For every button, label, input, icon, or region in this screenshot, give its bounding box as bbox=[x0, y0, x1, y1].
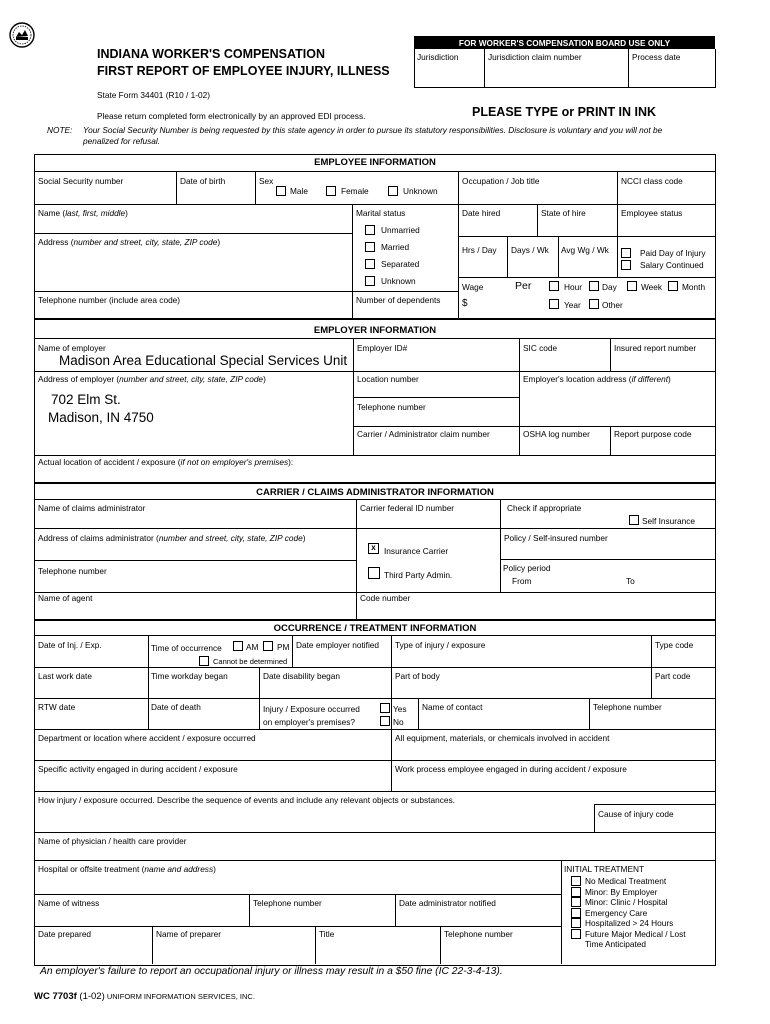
treatment-label-6: Future Major Medical / Lost bbox=[585, 929, 686, 939]
check-appropriate-label: Check if appropriate bbox=[507, 503, 582, 513]
witness-name-label[interactable]: Name of witness bbox=[38, 898, 100, 908]
wage-dollar-sign: $ bbox=[462, 298, 468, 309]
board-use-title: FOR WORKER'S COMPENSATION BOARD USE ONLY bbox=[458, 38, 671, 48]
carrier-section-title: CARRIER / CLAIMS ADMINISTRATOR INFORMATION bbox=[256, 487, 494, 498]
treatment-checkbox-5[interactable] bbox=[571, 918, 581, 928]
note-line1: Your Social Security Number is being requested by this state agency in order to pursue its statutory responsibilities. Disclosure is voluntary and you will not be bbox=[83, 125, 663, 135]
married-label: Married bbox=[381, 242, 410, 252]
third-party-admin-label: Third Party Admin. bbox=[384, 570, 453, 580]
pm-label: PM bbox=[277, 642, 290, 652]
time-workday-began-label[interactable]: Time workday began bbox=[151, 671, 228, 681]
day-label: Day bbox=[602, 282, 617, 292]
date-injury-label[interactable]: Date of Inj. / Exp. bbox=[38, 640, 102, 650]
part-body-label[interactable]: Part of body bbox=[395, 671, 440, 681]
location-number-label[interactable]: Location number bbox=[357, 374, 419, 384]
marital-status-label: Marital status bbox=[356, 208, 406, 218]
process-date-label: Process date bbox=[632, 52, 681, 62]
time-anticipated-label: Time Anticipated bbox=[585, 939, 647, 949]
week-checkbox[interactable] bbox=[627, 281, 637, 291]
how-injury-label[interactable]: How injury / exposure occurred. Describe the sequence of events and include any relevant objects or substances. bbox=[38, 795, 455, 805]
report-purpose-label[interactable]: Report purpose code bbox=[614, 429, 692, 439]
treatment-checkbox-6[interactable] bbox=[571, 929, 581, 939]
specific-activity-label[interactable]: Specific activity engaged in during accident / exposure bbox=[38, 764, 238, 774]
salary-continued-label: Salary Continued bbox=[640, 260, 704, 270]
other-label: Other bbox=[602, 300, 623, 310]
avg-wg-label[interactable]: Avg Wg / Wk bbox=[561, 245, 609, 255]
date-prepared-label[interactable]: Date prepared bbox=[38, 929, 92, 939]
equipment-label[interactable]: All equipment, materials, or chemicals involved in accident bbox=[395, 733, 610, 743]
witness-phone-label[interactable]: Telephone number bbox=[253, 898, 322, 908]
dependents-label[interactable]: Number of dependents bbox=[356, 295, 441, 305]
separated-label: Separated bbox=[381, 259, 420, 269]
marital-unknown-label: Unknown bbox=[381, 276, 416, 286]
part-code-label[interactable]: Part code bbox=[655, 671, 691, 681]
return-note: Please return completed form electronically by an approved EDI process. bbox=[97, 111, 366, 121]
month-label: Month bbox=[682, 282, 706, 292]
treatment-checkbox-1[interactable] bbox=[571, 876, 581, 886]
agent-name-label[interactable]: Name of agent bbox=[38, 593, 93, 603]
on-premises-label2: on employer's premises? bbox=[263, 717, 355, 727]
treatment-checkbox-3[interactable] bbox=[571, 897, 581, 907]
year-label: Year bbox=[564, 300, 581, 310]
year-checkbox[interactable] bbox=[549, 299, 559, 309]
cause-code-label[interactable]: Cause of injury code bbox=[598, 809, 674, 819]
female-label: Female bbox=[341, 186, 369, 196]
male-label: Male bbox=[290, 186, 308, 196]
male-checkbox[interactable] bbox=[276, 186, 286, 196]
carrier-fed-id-label[interactable]: Carrier federal ID number bbox=[360, 503, 455, 513]
premises-no-checkbox[interactable] bbox=[380, 716, 390, 726]
state-hire-label[interactable]: State of hire bbox=[541, 208, 586, 218]
form-code-footer: WC 7703f (1-02) UNIFORM INFORMATION SERVICES, INC. bbox=[34, 991, 255, 1002]
code-number-label[interactable]: Code number bbox=[360, 593, 411, 603]
occurrence-section-title: OCCURRENCE / TREATMENT INFORMATION bbox=[273, 623, 477, 634]
policy-period-label: Policy period bbox=[503, 563, 551, 573]
policy-number-label[interactable]: Policy / Self-insured number bbox=[504, 533, 608, 543]
contact-phone-label[interactable]: Telephone number bbox=[593, 702, 662, 712]
premises-yes-checkbox[interactable] bbox=[380, 703, 390, 713]
form-title-line2: FIRST REPORT OF EMPLOYEE INJURY, ILLNESS bbox=[97, 64, 390, 78]
insured-report-label[interactable]: Insured report number bbox=[614, 343, 697, 353]
treatment-checkbox-2[interactable] bbox=[571, 887, 581, 897]
self-insurance-checkbox[interactable] bbox=[629, 515, 639, 525]
am-checkbox[interactable] bbox=[233, 641, 243, 651]
treatment-checkbox-4[interactable] bbox=[571, 908, 581, 918]
married-checkbox[interactable] bbox=[365, 242, 375, 252]
work-process-label[interactable]: Work process employee engaged in during accident / exposure bbox=[395, 764, 627, 774]
day-checkbox[interactable] bbox=[589, 281, 599, 291]
osha-log-label[interactable]: OSHA log number bbox=[523, 429, 590, 439]
hospital-label[interactable]: Hospital or offsite treatment (name and address) bbox=[38, 864, 216, 874]
hour-label: Hour bbox=[564, 282, 582, 292]
time-occurrence-label[interactable]: Time of occurrence bbox=[151, 643, 222, 653]
unmarried-label: Unmarried bbox=[381, 225, 420, 235]
date-disability-label[interactable]: Date disability began bbox=[263, 671, 341, 681]
female-checkbox[interactable] bbox=[326, 186, 336, 196]
date-death-label[interactable]: Date of death bbox=[151, 702, 201, 712]
paid-day-label: Paid Day of Injury bbox=[640, 248, 706, 258]
employer-address-line1[interactable]: 702 Elm St. bbox=[51, 392, 121, 407]
employer-address-label: Address of employer (number and street, city, state, ZIP code) bbox=[38, 374, 266, 384]
type-code-label[interactable]: Type code bbox=[655, 640, 694, 650]
week-label: Week bbox=[641, 282, 663, 292]
type-injury-label[interactable]: Type of injury / exposure bbox=[395, 640, 486, 650]
am-label: AM bbox=[246, 642, 259, 652]
treatment-label-4: Emergency Care bbox=[585, 908, 648, 918]
marital-unknown-checkbox[interactable] bbox=[365, 276, 375, 286]
physician-label[interactable]: Name of physician / health care provider bbox=[38, 836, 187, 846]
insurance-carrier-label: Insurance Carrier bbox=[384, 546, 449, 556]
form-title-line1: INDIANA WORKER'S COMPENSATION bbox=[97, 47, 325, 61]
pm-checkbox[interactable] bbox=[263, 641, 273, 651]
treatment-label-1: No Medical Treatment bbox=[585, 876, 667, 886]
insurance-carrier-checkbox[interactable]: x bbox=[368, 543, 379, 554]
per-label: Per bbox=[515, 280, 532, 292]
preparer-phone-label[interactable]: Telephone number bbox=[444, 929, 513, 939]
carrier-claim-label[interactable]: Carrier / Administrator claim number bbox=[357, 429, 490, 439]
employer-id-label[interactable]: Employer ID# bbox=[357, 343, 408, 353]
contact-name-label[interactable]: Name of contact bbox=[422, 702, 483, 712]
preparer-name-label[interactable]: Name of preparer bbox=[156, 929, 222, 939]
jurisdiction-claim-label: Jurisdiction claim number bbox=[488, 52, 582, 62]
sex-unknown-checkbox[interactable] bbox=[388, 186, 398, 196]
self-insurance-label: Self Insurance bbox=[642, 516, 696, 526]
note-label: NOTE: bbox=[47, 125, 73, 135]
third-party-admin-checkbox[interactable] bbox=[368, 567, 380, 579]
hrs-day-label[interactable]: Hrs / Day bbox=[462, 245, 497, 255]
paid-day-checkbox[interactable] bbox=[621, 248, 631, 258]
ssn-label[interactable]: Social Security number bbox=[38, 176, 124, 186]
employee-status-label[interactable]: Employee status bbox=[621, 208, 683, 218]
employee-section-title: EMPLOYEE INFORMATION bbox=[314, 157, 436, 168]
employer-section-title: EMPLOYER INFORMATION bbox=[313, 325, 437, 336]
other-checkbox[interactable] bbox=[589, 299, 599, 309]
employer-name-label: Name of employer bbox=[38, 343, 106, 353]
days-wk-label[interactable]: Days / Wk bbox=[511, 245, 549, 255]
cannot-determined-checkbox[interactable] bbox=[199, 656, 209, 666]
date-hired-label[interactable]: Date hired bbox=[462, 208, 501, 218]
treatment-label-3: Minor: Clinic / Hospital bbox=[585, 897, 668, 907]
salary-continued-checkbox[interactable] bbox=[621, 260, 631, 270]
treatment-label-2: Minor: By Employer bbox=[585, 887, 658, 897]
fine-warning: An employer's failure to report an occupational injury or illness may result in a $50 fine (IC 22-3-4-13). bbox=[40, 966, 503, 977]
claims-admin-phone-label[interactable]: Telephone number bbox=[38, 566, 107, 576]
initial-treatment-title: INITIAL TREATMENT bbox=[564, 864, 645, 874]
employer-phone-label[interactable]: Telephone number bbox=[357, 402, 426, 412]
sic-code-label[interactable]: SIC code bbox=[523, 343, 558, 353]
sex-unknown-label: Unknown bbox=[403, 186, 438, 196]
policy-from-label[interactable]: From bbox=[512, 576, 532, 586]
premises-yes-label: Yes bbox=[393, 704, 407, 714]
policy-to-label[interactable]: To bbox=[626, 576, 635, 586]
last-work-date-label[interactable]: Last work date bbox=[38, 671, 92, 681]
treatment-label-5: Hospitalized > 24 Hours bbox=[585, 918, 674, 928]
cannot-determined-label: Cannot be determined bbox=[213, 657, 288, 666]
separated-checkbox[interactable] bbox=[365, 259, 375, 269]
occupation-label[interactable]: Occupation / Job title bbox=[462, 176, 540, 186]
location-address-label[interactable]: Employer's location address (if different) bbox=[523, 374, 671, 384]
admin-notified-label[interactable]: Date administrator notified bbox=[399, 898, 496, 908]
claims-admin-name-label[interactable]: Name of claims administrator bbox=[38, 503, 146, 513]
month-checkbox[interactable] bbox=[668, 281, 678, 291]
state-seal bbox=[9, 22, 35, 48]
state-form-number: State Form 34401 (R10 / 1-02) bbox=[97, 90, 210, 100]
employee-phone-label[interactable]: Telephone number (include area code) bbox=[38, 295, 181, 305]
preparer-title-label[interactable]: Title bbox=[319, 929, 335, 939]
premises-no-label: No bbox=[393, 717, 404, 727]
unmarried-checkbox[interactable] bbox=[365, 225, 375, 235]
note-line2: penalized for refusal. bbox=[83, 136, 161, 146]
wage-label[interactable]: Wage bbox=[462, 282, 484, 292]
date-employer-notified-label[interactable]: Date employer notified bbox=[296, 640, 380, 650]
employer-name-value[interactable]: Madison Area Educational Special Services Unit bbox=[59, 353, 348, 368]
hour-checkbox[interactable] bbox=[549, 281, 559, 291]
department-location-label[interactable]: Department or location where accident / exposure occurred bbox=[38, 733, 256, 743]
employee-address-label[interactable]: Address (number and street, city, state, ZIP code) bbox=[38, 237, 221, 247]
type-print-note: PLEASE TYPE or PRINT IN INK bbox=[472, 105, 657, 119]
employer-address-line2[interactable]: Madison, IN 4750 bbox=[48, 410, 154, 425]
claims-admin-address-label[interactable]: Address of claims administrator (number and street, city, state, ZIP code) bbox=[38, 533, 306, 543]
ncci-label[interactable]: NCCI class code bbox=[621, 176, 683, 186]
on-premises-label1: Injury / Exposure occurred bbox=[263, 704, 360, 714]
actual-location-label[interactable]: Actual location of accident / exposure (if not on employer's premises): bbox=[38, 457, 294, 467]
dob-label[interactable]: Date of birth bbox=[180, 176, 226, 186]
sex-label: Sex bbox=[259, 176, 274, 186]
rtw-date-label[interactable]: RTW date bbox=[38, 702, 76, 712]
jurisdiction-label: Jurisdiction bbox=[417, 52, 459, 62]
employee-name-label[interactable]: Name (last, first, middle) bbox=[38, 208, 128, 218]
